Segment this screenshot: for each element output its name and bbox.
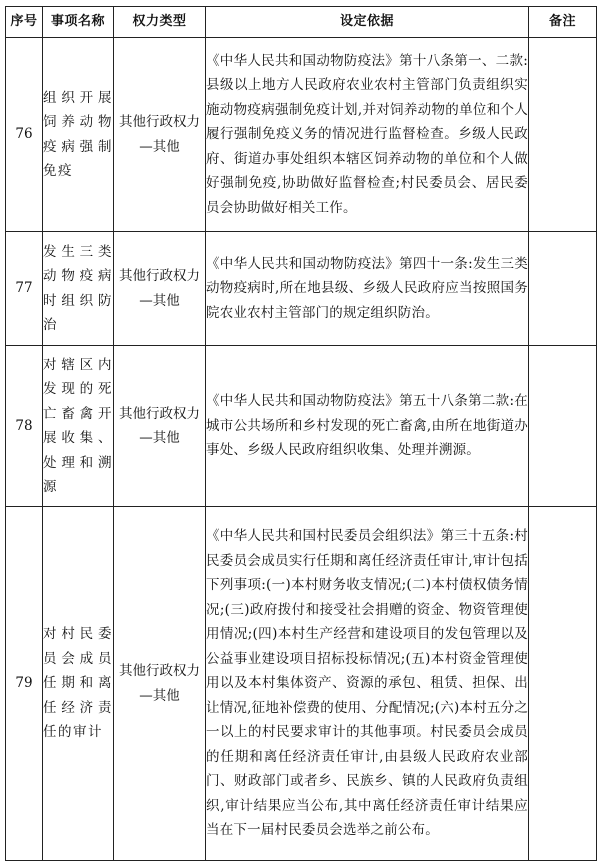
power-type: 其他行政权力—其他: [114, 38, 206, 232]
row-number: 76: [6, 38, 43, 232]
power-type: 其他行政权力—其他: [114, 346, 206, 507]
remark: [529, 232, 597, 346]
item-name: 发生三类动物疫病时组织防治: [43, 232, 114, 346]
power-type: 其他行政权力—其他: [114, 232, 206, 346]
table-header-row: [6, 7, 597, 38]
table-row: [6, 346, 597, 507]
legal-basis: 《中华人民共和国村民委员会组织法》第三十五条:村民委员会成员实行任期和离任经济责任审计,审计包括下列事项:(一)本村财务收支情况;(二)本村债权债务情况;(三)政府拨付和接受社会捐赠的资金、物资管理使用情况;(四)本村生产经营和建设项目的发包管理以及公益事业建设项目招标投标情况;(五)本村资金管理使用以及本村集体资产、资源的承包、租赁、担保、出让情况,征地补偿费的使用、分配情况;(六)本村五分之一以上的村民要求审计的其他事项。村民委员会成员的任期和离任经济责任审计,由县级人民政府农业部门、财政部门或者乡、民族乡、镇的人民政府负责组织,审计结果应当公布,其中离任经济责任审计结果应当在下一届村民委员会选举之前公布。: [206, 507, 529, 861]
power-type: 其他行政权力—其他: [114, 507, 206, 861]
item-name: 组织开展饲养动物疫病强制免疫: [43, 38, 114, 232]
item-name: 对辖区内发现的死亡畜禽开展收集、处理和溯源: [43, 346, 114, 507]
table-row: [6, 507, 597, 861]
remark: [529, 38, 597, 232]
table-row: [6, 232, 597, 346]
legal-basis: 《中华人民共和国动物防疫法》第四十一条:发生三类动物疫病时,所在地县级、乡级人民政府应当按照国务院农业农村主管部门的规定组织防治。: [206, 232, 529, 346]
table-row: [6, 38, 597, 232]
row-number: 79: [6, 507, 43, 861]
header-note: 备注: [529, 7, 597, 38]
legal-basis: 《中华人民共和国动物防疫法》第五十八条第二款:在城市公共场所和乡村发现的死亡畜禽,由所在地街道办事处、乡级人民政府组织收集、处理并溯源。: [206, 346, 529, 507]
legal-basis: 《中华人民共和国动物防疫法》第十八条第一、二款:县级以上地方人民政府农业农村主管部门负责组织实施动物疫病强制免疫计划,并对饲养动物的单位和个人履行强制免疫义务的情况进行监督检查。乡级人民政府、街道办事处组织本辖区饲养动物的单位和个人做好强制免疫,协助做好监督检查;村民委员会、居民委员会协助做好相关工作。: [206, 38, 529, 232]
header-name: 事项名称: [43, 7, 114, 38]
row-number: 78: [6, 346, 43, 507]
row-number: 77: [6, 232, 43, 346]
header-no: 序号: [6, 7, 43, 38]
remark: [529, 346, 597, 507]
item-name: 对村民委员会成员任期和离任经济责任的审计: [43, 507, 114, 861]
header-basis: 设定依据: [206, 7, 529, 38]
authority-table: [5, 6, 597, 861]
remark: [529, 507, 597, 861]
header-type: 权力类型: [114, 7, 206, 38]
